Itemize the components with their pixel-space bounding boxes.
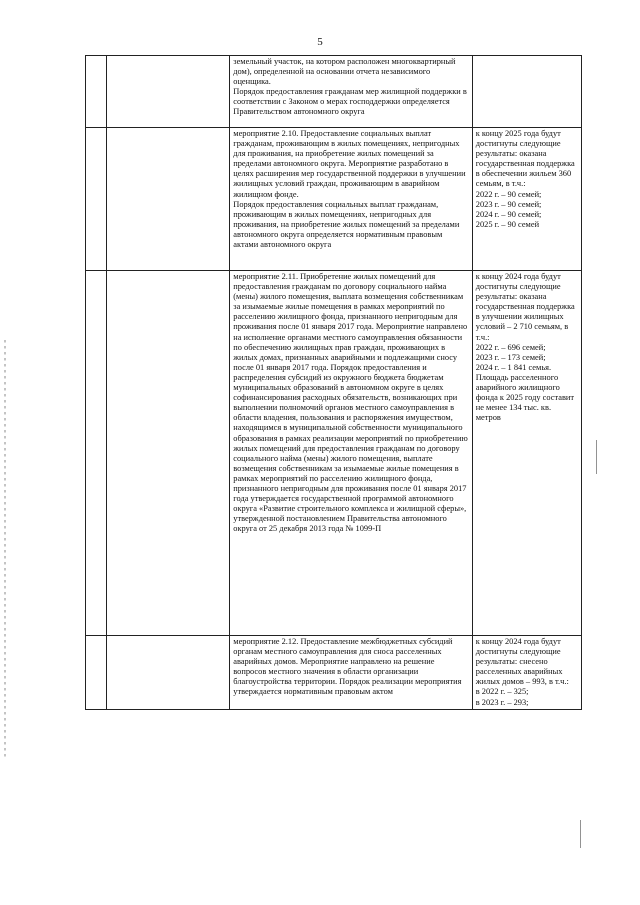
measure-description: земельный участок, на котором расположен многоквартирный дом), определенной на основании отчета независимого оценщика. Порядок предоставления гражданам мер жилищной поддержки в соответствии с Законом о мерах господдержки определяется Правительством автономного округа: [230, 56, 472, 128]
empty-cell: [86, 636, 107, 710]
measure-description: мероприятие 2.10. Предоставление социальных выплат гражданам, проживающим в жилых помещениях, непригодных для проживания, на приобретение жилых помещений за пределами автономного округа. Мероприятие разработано в целях расширения мер государственной поддержки в улучшении жилищных условий граждан, проживающим в аварийном жилищном фонде. Порядок предоставления социальных выплат гражданам, проживающим в жилых помещениях, непригодных для проживания, на приобретение жилых помещений за пределами автономного округа определяется нормативным правовым актами автономного округа: [230, 128, 472, 271]
table-row: [86, 56, 582, 128]
table-row: [86, 271, 582, 636]
measure-result: [472, 56, 581, 128]
table-row: [86, 636, 582, 710]
empty-cell: [107, 128, 230, 271]
measure-result: к концу 2024 года будут достигнуты следующие результаты: снесено расселенных аварийных жилых домов – 993, в т.ч.: в 2022 г. – 325; в 2023 г. – 293;: [472, 636, 581, 710]
empty-cell: [107, 56, 230, 128]
measure-description: мероприятие 2.11. Приобретение жилых помещений для предоставления гражданам по договору социального найма (мены) жилого помещения, выплата возмещения собственникам за изымаемые жилые помещения в рамках мероприятий по расселению жилищного фонда, признанного непригодным для проживания после 01 января 2017 года. Мероприятие направлено на исполнение органами местного самоуправления обязанности по обеспечению жилищных прав граждан, проживающих в жилых домах, признанных аварийными и подлежащими сносу после 01 января 2017 года. Порядок предоставления и распределения субсидий из окружного бюджета бюджетам муниципальных образований в автономном округе в целях софинансирования расходных обязательств, возникающих при выполнении полномочий органов местного самоуправления в области владения, пользования и распоряжения имуществом, находящимся в муниципальной собственности муниципального образования в рамках реализации мероприятий по приобретению жилых помещений для предоставления гражданам по договору социального найма (мены) жилого помещения, выплате возмещения собственникам за изымаемые жилые помещения в рамках мероприятий по расселению жилищного фонда, признанного непригодным для проживания после 01 января 2017 года утверждается государственной программой автономного округа «Развитие строительного комплекса и жилищной сферы», утвержденной постановлением Правительства автономного округа от 25 декабря 2013 года № 1099-П: [230, 271, 472, 636]
measures-table: [85, 55, 582, 710]
scan-artifact: [596, 440, 597, 474]
empty-cell: [86, 271, 107, 636]
empty-cell: [86, 56, 107, 128]
empty-cell: [107, 271, 230, 636]
scan-binder-marks: [4, 340, 6, 760]
measure-result: к концу 2025 года будут достигнуты следующие результаты: оказана государственная поддержка в обеспечении жильем 360 семьям, в т.ч.: 2022 г. – 90 семей; 2023 г. – 90 семей; 2024 г. – 90 семей; 2025 г. – 90 семей: [472, 128, 581, 271]
scan-artifact: [580, 820, 581, 848]
measure-result: к концу 2024 года будут достигнуты следующие результаты: оказана государственная поддержка в улучшении жилищных условий – 2 710 семьям, в т.ч.: 2022 г. – 696 семей; 2023 г. – 173 семей; 2024 г. – 1 841 семья. Площадь расселенного аварийного жилищного фонда к 2025 году составит не менее 134 тыс. кв. метров: [472, 271, 581, 636]
empty-cell: [86, 128, 107, 271]
measure-description: мероприятие 2.12. Предоставление межбюджетных субсидий органам местного самоуправления для сноса расселенных аварийных домов. Мероприятие направлено на решение вопросов местного значения в области организации благоустройства территории. Порядок реализации мероприятия утверждается нормативным правовым актом: [230, 636, 472, 710]
empty-cell: [107, 636, 230, 710]
table-row: [86, 128, 582, 271]
page-number: 5: [317, 36, 323, 48]
